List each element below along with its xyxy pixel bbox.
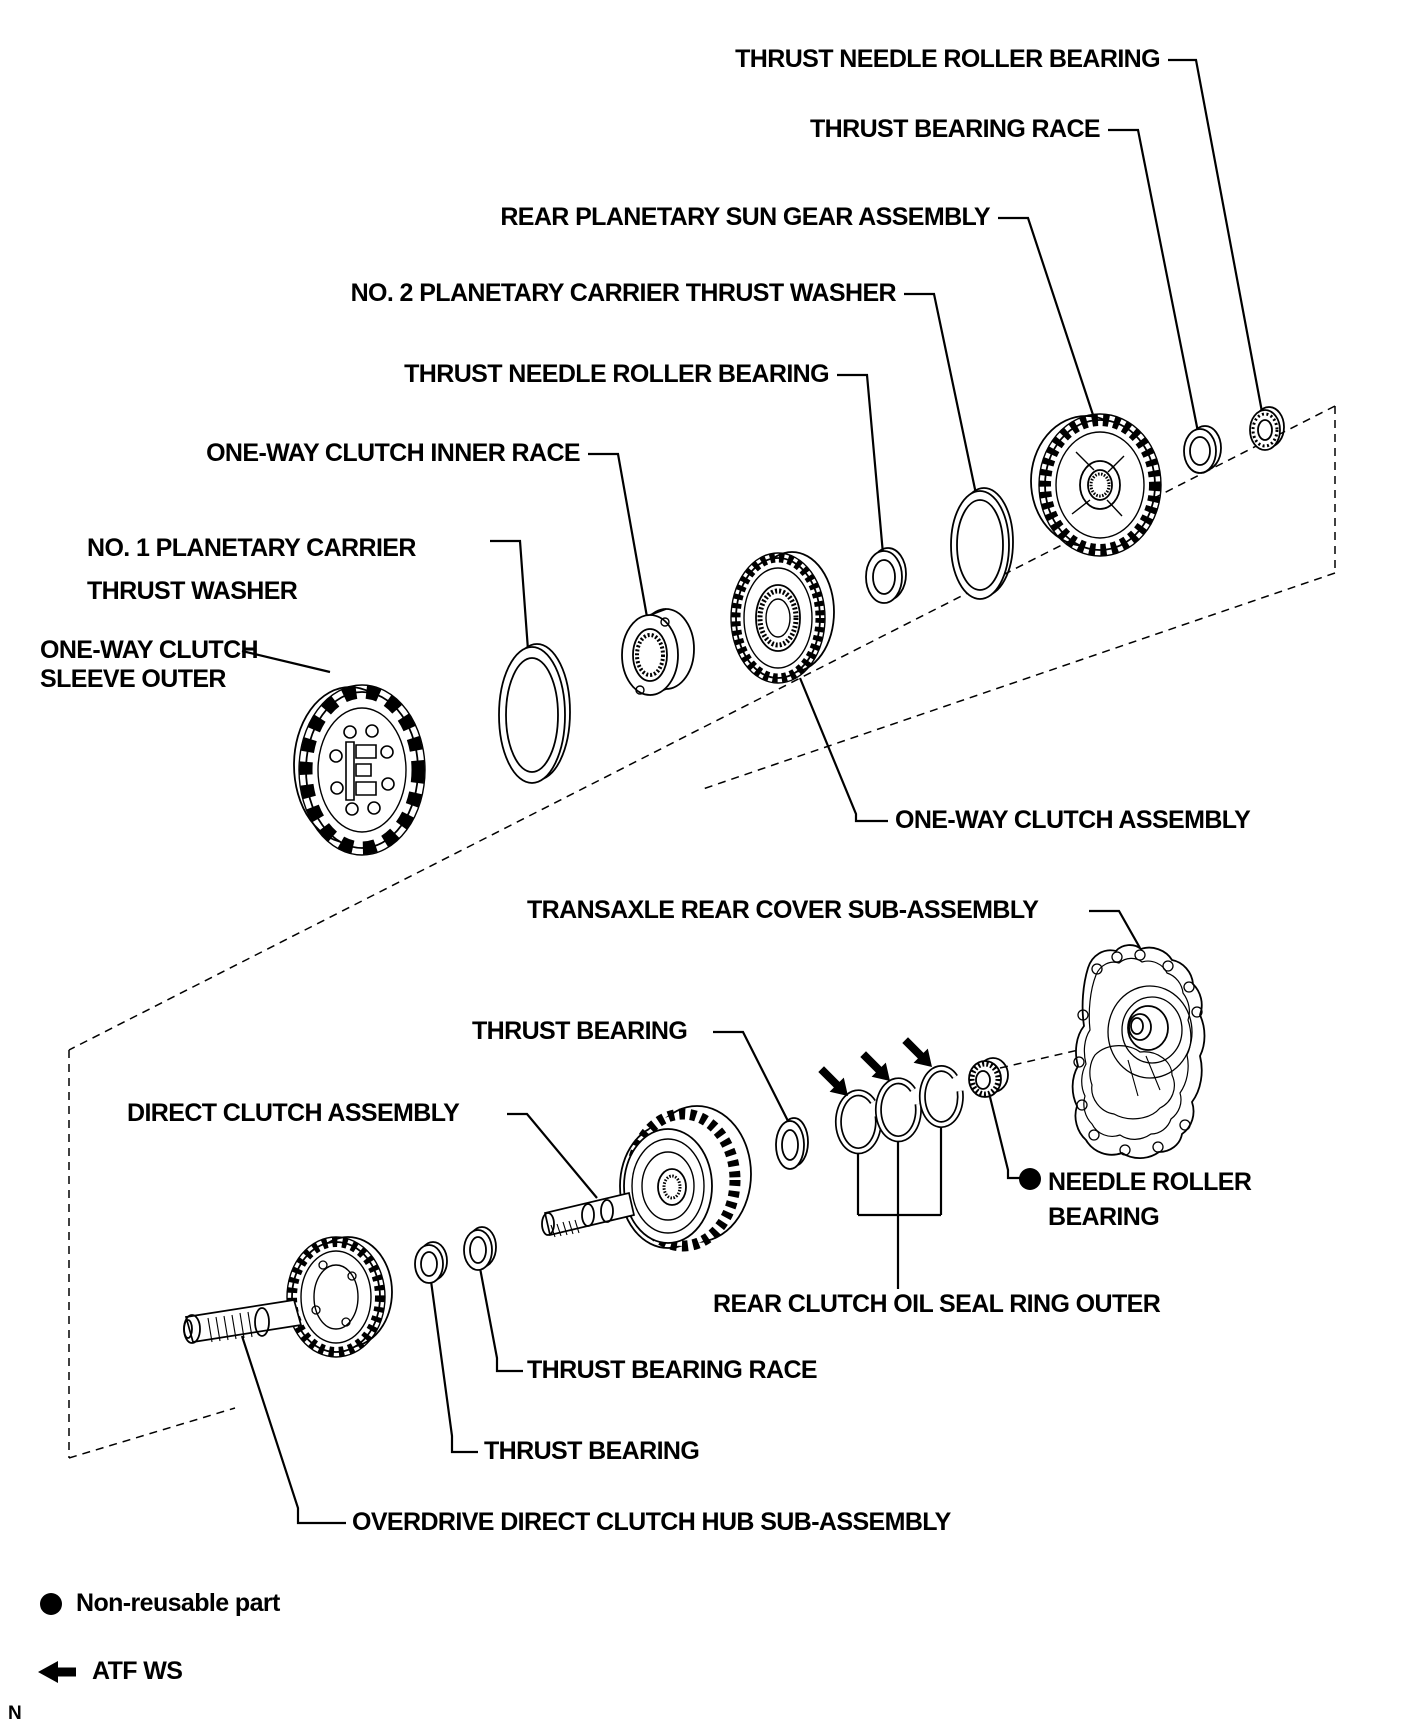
thrust-bearing-a-drawing (776, 1118, 808, 1169)
legend-non-reusable-text: Non-reusable part (76, 1589, 280, 1617)
one-way-clutch-inner-race-drawing (622, 609, 694, 695)
label-thrust-bearing-b: THRUST BEARING (484, 1437, 700, 1465)
label-needle-roller-bearing (1048, 1165, 1251, 1235)
label-thrust-bearing-a: THRUST BEARING (472, 1017, 688, 1045)
label-one-way-clutch-assembly: ONE-WAY CLUTCH ASSEMBLY (895, 806, 1251, 834)
page-footnote: N (8, 1703, 22, 1724)
label-thrust-needle-roller-bearing-top: THRUST NEEDLE ROLLER BEARING (735, 45, 1160, 73)
thrust-bearing-b-drawing (415, 1242, 447, 1283)
label-rear-planetary-sun-gear-assembly: REAR PLANETARY SUN GEAR ASSEMBLY (500, 203, 990, 231)
legend-atf-text: ATF WS (92, 1657, 183, 1685)
label-transaxle-rear-cover-sub-assembly: TRANSAXLE REAR COVER SUB-ASSEMBLY (527, 896, 1039, 924)
label-line: NO. 1 PLANETARY CARRIER (87, 534, 416, 562)
label-one-way-clutch-inner-race: ONE-WAY CLUTCH INNER RACE (206, 439, 580, 467)
thrust-needle-roller-bearing-top-drawing (1250, 407, 1284, 450)
rear-planetary-sun-gear-drawing (1031, 414, 1161, 556)
thrust-needle-roller-bearing-mid-drawing (866, 548, 906, 603)
label-overdrive-direct-clutch-hub-sub-assembly: OVERDRIVE DIRECT CLUTCH HUB SUB-ASSEMBLY (352, 1508, 951, 1536)
no1-thrust-washer-drawing (499, 644, 570, 783)
overdrive-hub-drawing (184, 1237, 392, 1357)
label-no2-planetary-carrier-thrust-washer: NO. 2 PLANETARY CARRIER THRUST WASHER (350, 279, 896, 307)
atf-arrow-icon (36, 1659, 78, 1685)
one-way-clutch-sleeve-outer-drawing (294, 685, 425, 855)
label-thrust-bearing-race-top: THRUST BEARING RACE (810, 115, 1100, 143)
label-line: NEEDLE ROLLER (1048, 1168, 1252, 1196)
label-thrust-bearing-race-lower: THRUST BEARING RACE (527, 1356, 817, 1384)
non-reusable-dot-icon (40, 1593, 62, 1615)
direct-clutch-assembly-drawing (542, 1106, 751, 1248)
label-line: ONE-WAY CLUTCH (40, 636, 259, 664)
transaxle-rear-cover-drawing (1073, 945, 1205, 1158)
label-no1-planetary-carrier-thrust-washer (87, 527, 416, 613)
legend-non-reusable (40, 1589, 280, 1618)
label-rear-clutch-oil-seal-ring-outer: REAR CLUTCH OIL SEAL RING OUTER (713, 1290, 1161, 1318)
legend-atf (36, 1657, 182, 1686)
one-way-clutch-assembly-drawing (731, 552, 834, 683)
label-line: THRUST WASHER (87, 577, 298, 605)
label-thrust-needle-roller-bearing-mid: THRUST NEEDLE ROLLER BEARING (404, 360, 829, 388)
label-direct-clutch-assembly: DIRECT CLUTCH ASSEMBLY (127, 1099, 460, 1127)
label-one-way-clutch-sleeve-outer (40, 636, 258, 694)
thrust-bearing-race-lower-drawing (464, 1227, 496, 1270)
non-reusable-dot-icon (1019, 1168, 1041, 1190)
needle-roller-bearing-drawing (969, 1058, 1008, 1097)
thrust-bearing-race-top-drawing (1184, 426, 1221, 473)
label-line: BEARING (1048, 1203, 1160, 1231)
no2-thrust-washer-drawing (951, 488, 1013, 599)
label-line: SLEEVE OUTER (40, 665, 226, 693)
